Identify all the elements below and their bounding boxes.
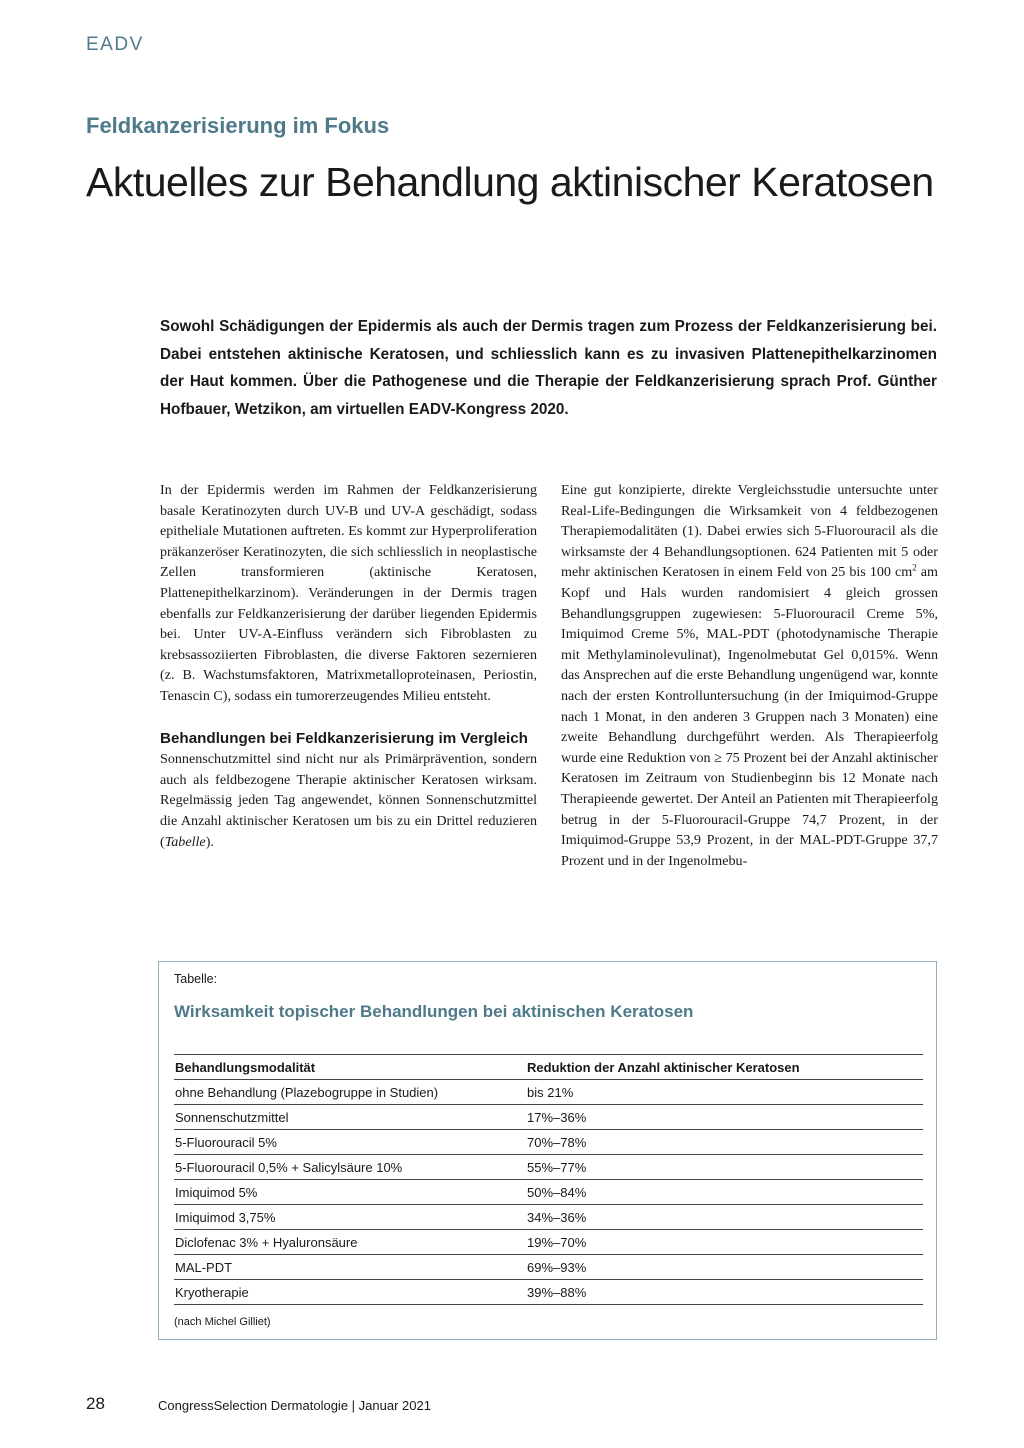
body-column-left [160,480,537,852]
table-cell: 70%–78% [526,1130,923,1155]
table-cell: 5-Fluorouracil 0,5% + Salicylsäure 10% [174,1155,526,1180]
table-cell: 39%–88% [526,1280,923,1305]
body-paragraph: Eine gut konzipierte, direkte Vergleichsstudie untersuchte unter Real-Life-Bedingungen die Wirksamkeit von 4 feldbezogenen Therapiemodalitäten (1). Dabei erwies sich 5-Fluorouracil als die wirksamste der 4 Behandlungsoptionen. 624 Patienten mit 5 oder mehr aktinischen Keratosen in einem Feld von 25 bis 100 $cm^2$ am Kopf und Hals wurden randomisiert 4 gleich grossen Behandlungsgruppen zugewiesen: 5-Fluorouracil Creme 5%, Imiquimod Creme 5%, MAL-PDT (photodynamische Therapie mit Methylaminolevulinat), Ingenolmebutat Gel 0,015%. Wenn das Ansprechen auf die erste Behandlung ungenügend war, konnte nach der ersten Kontrolluntersuchung (in der Imiquimod-Gruppe nach 1 Monat, in den anderen 3 Gruppen nach 3 Monaten) eine zweite Behandlung durchgeführt werden. Als Therapieerfolg wurde eine Reduktion von ≥ 75 Prozent bei der Anzahl aktinischer Keratosen im Zeitraum von Studienbeginn bis 12 Monate nach Therapieende gewertet. Der Anteil an Patienten mit Therapieerfolg betrug in der 5-Fluorouracil-Gruppe 74,7 Prozent, in der Imiquimod-Gruppe 53,9 Prozent, in der MAL-PDT-Gruppe 37,7 Prozent und in der Ingenolmebu- [561,482,938,869]
table-source: (nach Michel Gilliet) [174,1316,271,1328]
table-row [174,1230,923,1255]
table-cell: bis 21% [526,1080,923,1105]
section-tag: EADV [86,34,144,55]
table-cell: ohne Behandlung (Plazebogruppe in Studien) [174,1080,526,1105]
table-cell: Diclofenac 3% + Hyaluronsäure [174,1230,526,1255]
body-paragraph: In der Epidermis werden im Rahmen der Feldkanzerisierung basale Keratinozyten durch UV-B und UV-A geschädigt, sodass epitheliale Mutationen auftreten. Es kommt zur Hyperproliferation präkanzeröser Keratinozyten, die sich schliesslich in neoplastische Zellen transformieren (aktinische Keratosen, Plattenepithelkarzinom). Veränderungen in der Dermis tragen ebenfalls zur Feldkanzerisierung der darüber liegenden Epidermis bei. Unter UV-A-Einfluss verändern sich Fibroblasten zu krebsassoziierten Fibroblasten, die diverse Faktoren sezernieren (z. B. Wachstumsfaktoren, Matrixmetalloproteinasen, Periostin, Tenascin C), sodass ein tumorerzeugendes Milieu entsteht. [160,482,537,704]
table-box [158,961,937,1340]
page-number: 28 [86,1394,105,1413]
table-cell: 69%–93% [526,1255,923,1280]
table-title: Wirksamkeit topischer Behandlungen bei aktinischen Keratosen [174,1002,694,1021]
efficacy-table [174,1054,923,1305]
table-cell: Kryotherapie [174,1280,526,1305]
table-cell: 19%–70% [526,1230,923,1255]
column-header: Reduktion der Anzahl aktinischer Keratosen [526,1055,923,1080]
table-cell: 50%–84% [526,1180,923,1205]
body-paragraph: Sonnenschutzmittel sind nicht nur als Primärprävention, sondern auch als feldbezogene Therapie aktinischer Keratosen wirksam. Regelmässig jeden Tag angewendet, können Sonnenschutzmittel die Anzahl aktinischer Keratosen um bis zu ein Drittel reduzieren (Tabelle). [160,751,537,850]
table-row [174,1205,923,1230]
body-column-right [561,480,938,871]
table-row [174,1130,923,1155]
table-row [174,1080,923,1105]
section-subheading: Behandlungen bei Feldkanzerisierung im Vergleich [160,729,528,747]
table-label: Tabelle: [174,972,218,986]
table-header-row [174,1055,923,1080]
table-row [174,1180,923,1205]
table-row [174,1155,923,1180]
superscript: 2 [912,562,917,573]
publication-footer: CongressSelection Dermatologie | Januar 2021 [158,1398,431,1413]
table-cell: 34%–36% [526,1205,923,1230]
table-row [174,1255,923,1280]
article-lead: Sowohl Schädigungen der Epidermis als auch der Dermis tragen zum Prozess der Feldkanzerisierung bei. Dabei entstehen aktinische Keratosen, und schliesslich kann es zu invasiven Plattenepithelkarzinomen der Haut kommen. Über die Pathogenese und die Therapie der Feldkanzerisierung sprach Prof. Günther Hofbauer, Wetzikon, am virtuellen EADV-Kongress 2020. [160,318,937,418]
table-row [174,1280,923,1305]
table-row [174,1105,923,1130]
article-kicker: Feldkanzerisierung im Fokus [86,113,390,138]
table-cell: Imiquimod 3,75% [174,1205,526,1230]
column-header: Behandlungsmodalität [174,1055,526,1080]
table-reference: Tabelle [164,833,206,850]
table-cell: 55%–77% [526,1155,923,1180]
table-cell: 17%–36% [526,1105,923,1130]
table-cell: 5-Fluorouracil 5% [174,1130,526,1155]
table-cell: Sonnenschutzmittel [174,1105,526,1130]
table-cell: Imiquimod 5% [174,1180,526,1205]
article-title: Aktuelles zur Behandlung aktinischer Keratosen [86,159,934,205]
table-cell: MAL-PDT [174,1255,526,1280]
